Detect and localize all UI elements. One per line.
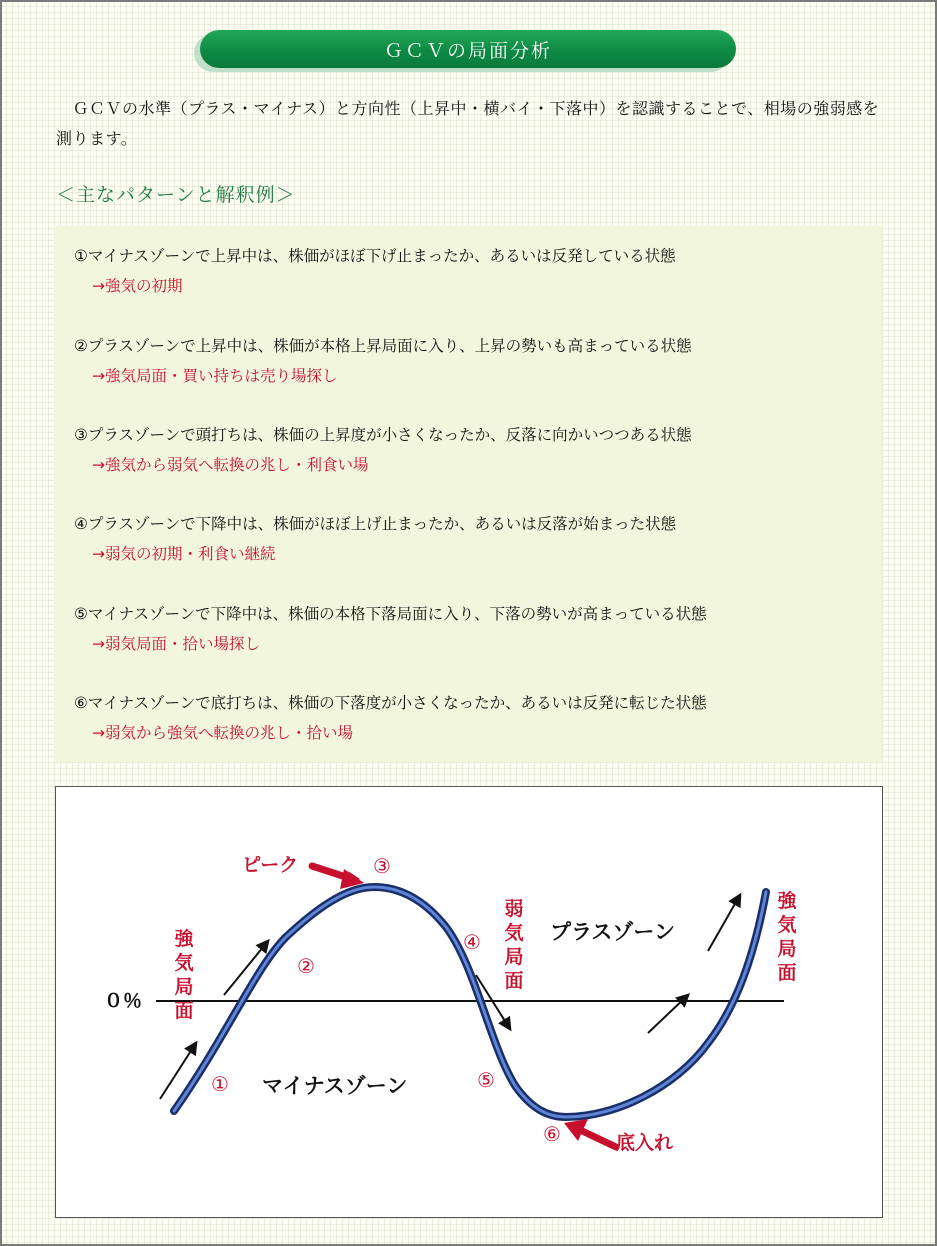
plus-zone-label: プラスゾーン [550, 920, 675, 944]
marker-2: ② [297, 954, 315, 978]
bear-label-char: 面 [504, 970, 524, 992]
pattern-description: ①マイナスゾーンで上昇中は、株価がほぼ下げ止まったか、あるいは反発している状態 [74, 247, 676, 265]
bear-label-char: 弱 [504, 898, 524, 920]
pattern-description: ②プラスゾーンで上昇中は、株価が本格上昇局面に入り、上昇の勢いも高まっている状態 [74, 337, 692, 355]
minus-zone-label: マイナスゾーン [262, 1074, 408, 1098]
pattern-interpretation: →弱気の初期・利食い継続 [92, 545, 276, 563]
pattern-list [54, 226, 882, 762]
pattern-description: ⑥マイナスゾーンで底打ちは、株価の下落度が小さくなったか、あるいは反発に転じた状態 [74, 694, 707, 712]
marker-1: ① [211, 1072, 229, 1096]
bull-label-left-char: 強 [174, 928, 194, 950]
bottom-label: 底入れ [616, 1132, 674, 1154]
section-heading: ＜主なパターンと解釈例＞ [56, 184, 296, 206]
pattern-description: ④プラスゾーンで下降中は、株価がほぼ上げ止まったか、あるいは反落が始まった状態 [74, 515, 677, 533]
pattern-interpretation: →強気の初期 [92, 277, 183, 295]
marker-5: ⑤ [477, 1068, 495, 1092]
pattern-item [74, 512, 676, 566]
marker-4: ④ [463, 930, 481, 954]
pattern-interpretation: →弱気局面・拾い場探し [92, 635, 260, 653]
bear-label-char: 気 [504, 922, 524, 944]
pattern-interpretation: →弱気から強気へ転換の兆し・拾い場 [92, 724, 353, 742]
bull-label-right-char: 強 [777, 890, 797, 912]
pattern-item [74, 602, 707, 656]
pattern-interpretation: →強気から弱気へ転換の兆し・利食い場 [92, 456, 369, 474]
zero-label: ０％ [104, 990, 143, 1012]
bull-label-right-char: 気 [777, 914, 797, 936]
bull-label-left-char: 局 [174, 976, 194, 998]
page-title: ＧＣＶの局面分析 [200, 30, 736, 68]
bull-label-left-char: 気 [174, 952, 194, 974]
bull-label-right-char: 局 [777, 938, 797, 960]
bull-label-left-char: 面 [174, 1000, 194, 1022]
diagram-canvas [56, 787, 882, 1217]
pattern-item [74, 423, 692, 477]
peak-label: ピーク [242, 854, 299, 876]
pattern-item [74, 691, 707, 745]
gcv-phase-diagram [55, 786, 883, 1218]
bear-label-char: 局 [504, 946, 524, 968]
marker-3: ③ [373, 854, 391, 878]
bottom-arrow-shaft [578, 1129, 616, 1147]
marker-6: ⑥ [543, 1122, 561, 1146]
intro-text: ＧＣＶの水準（プラス・マイナス）と方向性（上昇中・横バイ・下落中）を認識することで、相場の強弱感を測ります。 [56, 99, 880, 148]
pattern-description: ③プラスゾーンで頭打ちは、株価の上昇度が小さくなったか、反落に向かいつつある状態 [74, 426, 692, 444]
pattern-item [74, 244, 676, 298]
bull-label-right-char: 面 [777, 962, 797, 984]
trend-arrow [708, 895, 740, 951]
pattern-interpretation: →強気局面・買い持ちは売り場探し [92, 367, 338, 385]
pattern-description: ⑤マイナスゾーンで下降中は、株価の本格下落局面に入り、下落の勢いが高まっている状態 [74, 605, 707, 623]
pattern-item [74, 334, 692, 388]
